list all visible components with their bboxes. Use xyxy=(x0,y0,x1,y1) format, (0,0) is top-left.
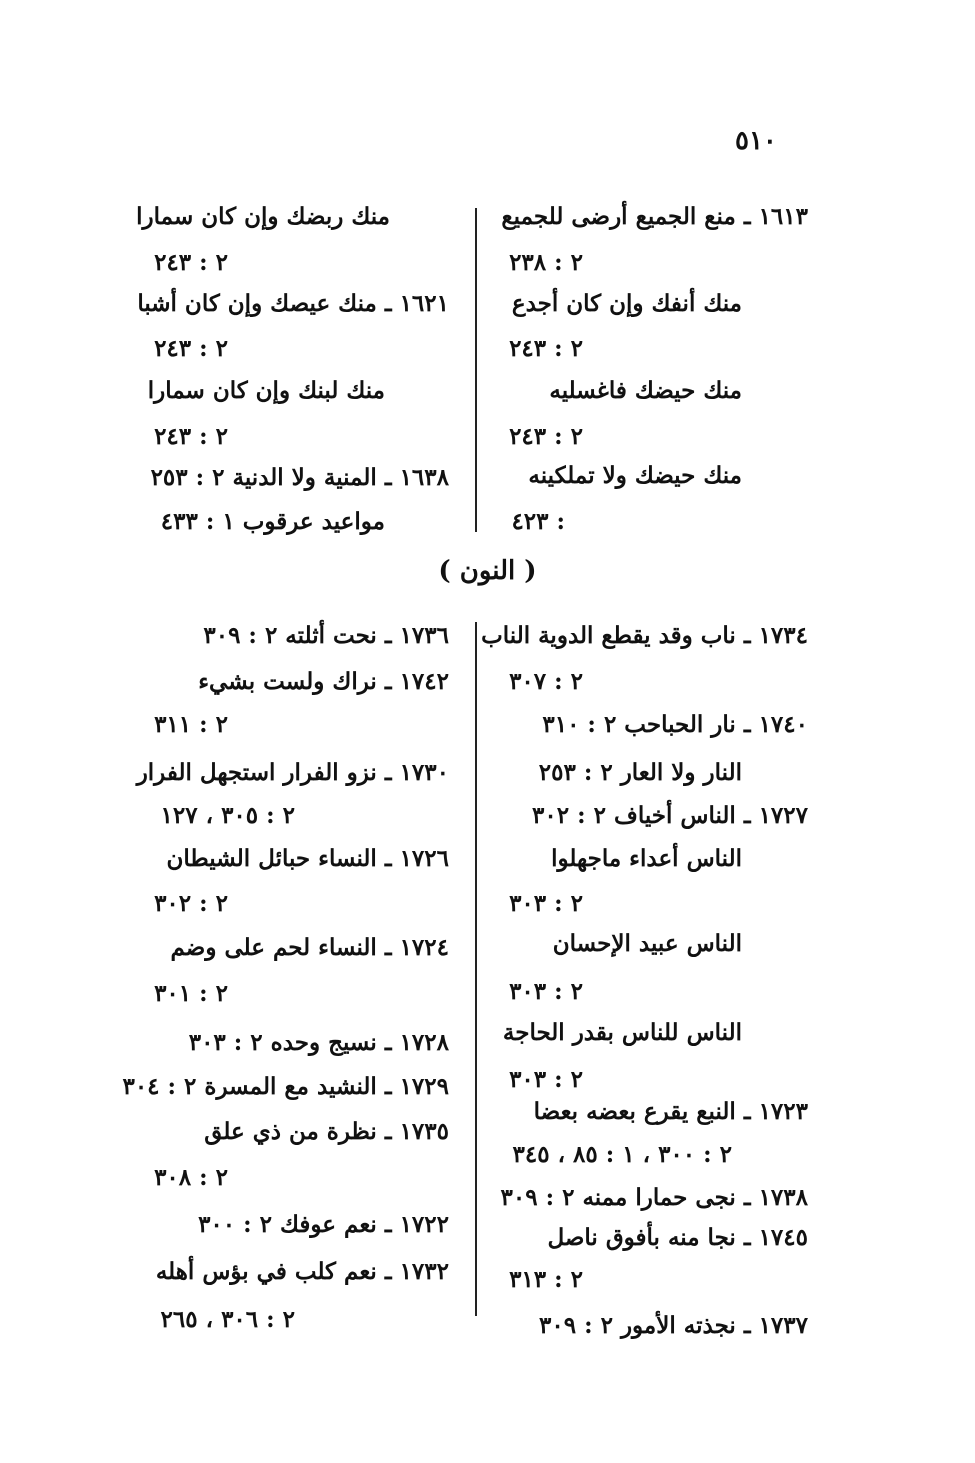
entry-reference: ٢ : ٢٤٣ xyxy=(154,423,228,450)
entry-line: منك حيضك فاغسليه xyxy=(549,377,742,404)
entry-reference: ٢ : ٣٠٣ xyxy=(509,1066,583,1093)
entry-line: ١٧٣٧ ـ نجذته الأمور ٢ : ٣٠٩ xyxy=(539,1312,808,1339)
entry-reference: : ٤٢٣ xyxy=(511,508,565,535)
entry-line: الناس أعداء ماجهلوا xyxy=(551,845,742,872)
entry-line: ١٧٢٨ ـ نسيج وحده ٢ : ٣٠٣ xyxy=(188,1029,449,1056)
entry-reference: ٢ : ٣٠٧ xyxy=(509,668,583,695)
entry-reference: ٢ : ٣٠٣ xyxy=(509,890,583,917)
entry-line: ١٧٢٧ ـ الناس أخياف ٢ : ٣٠٢ xyxy=(532,802,808,829)
entry-line: ١٧٣٥ ـ نظرة من ذي علق xyxy=(204,1118,449,1145)
entry-reference: ٢ : ٢٤٣ xyxy=(509,423,583,450)
entry-line: ١٧٤٢ ـ نراك ولست بشيء xyxy=(198,668,449,695)
entry-reference: ٢ : ٣٠٠ ، ١ : ٨٥ ، ٣٤٥ xyxy=(512,1141,732,1168)
entry-line: ١٦١٣ ـ منع الجميع أرضى للجميع xyxy=(501,203,808,230)
entry-line: ١٧٣٤ ـ ناب وقد يقطع الدوية الناب xyxy=(481,622,808,649)
entry-line: منك لبنك وإن كان سمارا xyxy=(147,377,385,404)
section-title: ( النون ) xyxy=(438,556,537,586)
entry-line: ١٧٣٠ ـ نزو الفرار استجهل الفرار xyxy=(136,759,449,786)
entry-line: الناس للناس بقدر الحاجة xyxy=(502,1019,742,1046)
column-divider-top xyxy=(475,208,477,532)
entry-line: منك أنفك وإن كان أجدع xyxy=(511,290,742,317)
entry-line: منك ربضك وإن كان سمارا xyxy=(136,203,390,230)
entry-reference: ٢ : ٢٤٣ xyxy=(154,249,228,276)
entry-line: ١٧٤٥ ـ نجا منه بأفوق ناصل xyxy=(547,1224,808,1251)
entry-line: النار ولا العار ٢ : ٢٥٣ xyxy=(538,759,742,786)
entry-reference: ٢ : ٣١١ xyxy=(154,711,228,738)
entry-reference: ٢ : ٣٠٣ xyxy=(509,978,583,1005)
entry-line: الناس عبيد الإحسان xyxy=(552,930,742,957)
entry-line: ١٧٢٣ ـ النبع يقرع بعضه بعضا xyxy=(533,1098,808,1125)
entry-line: ١٧٢٦ ـ النساء حبائل الشيطان xyxy=(166,845,449,872)
entry-line: ١٧٣٢ ـ نعم كلب في بؤس أهله xyxy=(155,1258,449,1285)
column-divider-bottom xyxy=(475,622,477,1316)
entry-line: ١٧٢٤ ـ النساء لحم على وضم xyxy=(170,934,449,961)
entry-line: ١٧٢٢ ـ نعم عوفك ٢ : ٣٠٠ xyxy=(198,1211,449,1238)
entry-reference: ٢ : ٢٤٣ xyxy=(154,335,228,362)
entry-reference: ٢ : ٣١٣ xyxy=(509,1266,583,1293)
entry-line: مواعيد عرقوب ١ : ٤٣٣ xyxy=(160,508,385,535)
entry-line: ١٧٢٩ ـ النشيد مع المسرة ٢ : ٣٠٤ xyxy=(122,1073,449,1100)
entry-reference: ٢ : ٣٠٢ xyxy=(154,890,228,917)
page-number: ٥١٠ xyxy=(735,126,777,156)
entry-reference: ٢ : ٢٤٣ xyxy=(509,335,583,362)
entry-line: ١٧٣٦ ـ نحت أثلته ٢ : ٣٠٩ xyxy=(203,622,449,649)
entry-reference: ٢ : ٣٠٨ xyxy=(154,1164,228,1191)
entry-line: ١٧٣٨ ـ نجى حمارا ممنه ٢ : ٣٠٩ xyxy=(500,1184,808,1211)
entry-reference: ٢ : ٣٠٥ ، ١٢٧ xyxy=(160,802,295,829)
entry-reference: ٢ : ٣٠٦ ، ٢٦٥ xyxy=(160,1306,295,1333)
entry-line: ١٦٢١ ـ منك عيصك وإن كان أشبا xyxy=(137,290,449,317)
entry-line: ١٧٤٠ ـ نار الحباحب ٢ : ٣١٠ xyxy=(542,711,808,738)
entry-line: منك حيضك ولا تملكينه xyxy=(528,462,742,489)
entry-reference: ٢ : ٣٠١ xyxy=(154,980,228,1007)
entry-reference: ٢ : ٢٣٨ xyxy=(509,249,583,276)
entry-line: ١٦٣٨ ـ المنية ولا الدنية ٢ : ٢٥٣ xyxy=(150,464,449,491)
